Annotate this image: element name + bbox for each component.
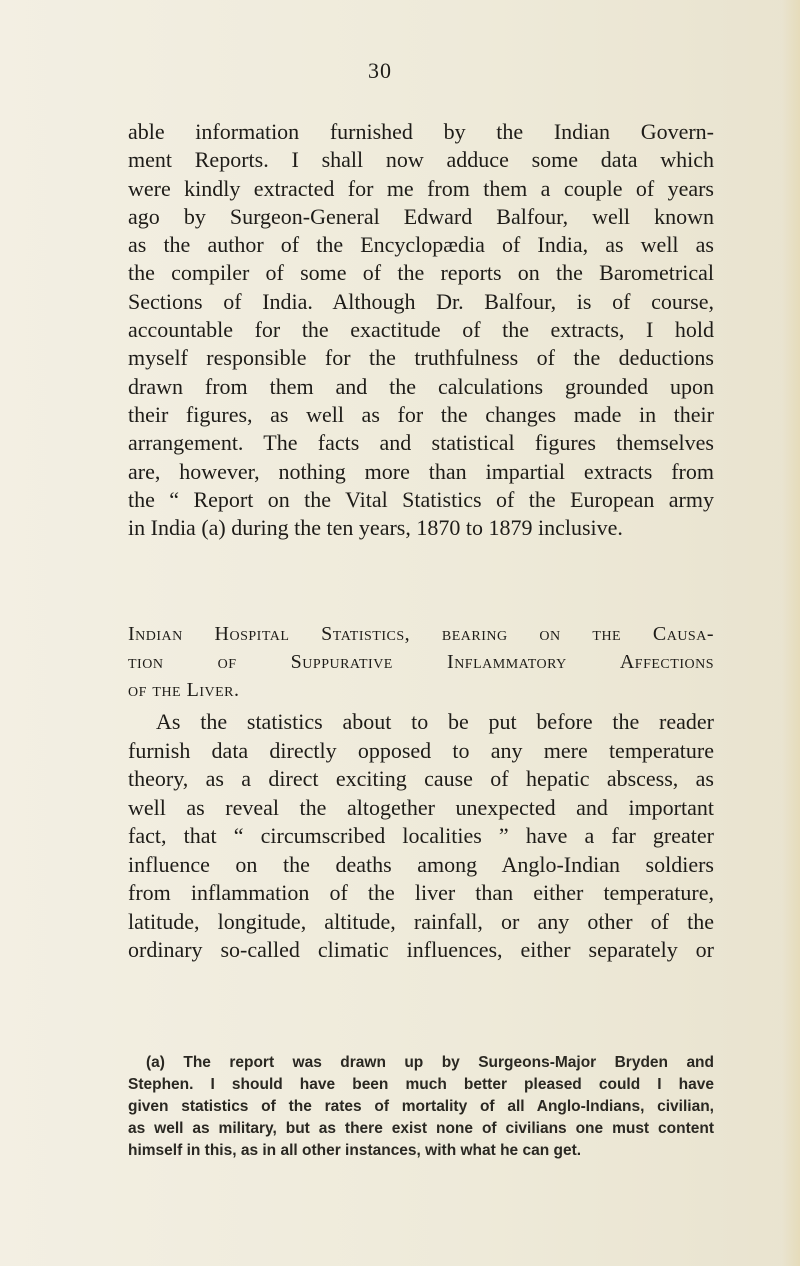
- paragraph-1-line: the “ Report on the Vital Statistics of the European army: [128, 486, 714, 512]
- paragraph-2-line: theory, as a direct exciting cause of hepatic abscess, as: [128, 766, 714, 791]
- paragraph-1-line: their figures, as well as for the changes made in their: [128, 401, 714, 427]
- paragraph-2-line: well as reveal the altogether unexpected and important: [128, 794, 714, 820]
- footnote: [128, 1052, 714, 1162]
- footnote-line: himself in this, as in all other instances, with what he can get.: [128, 1142, 582, 1159]
- paragraph-1-line: able information furnished by the Indian Govern-: [128, 119, 714, 144]
- footnote-line: Stephen. I should have been much better pleased could I have: [128, 1076, 714, 1093]
- paragraph-1-line: were kindly extracted for me from them a couple of years: [128, 175, 714, 201]
- footnote-line: given statistics of the rates of mortality of all Anglo-Indians, civilian,: [128, 1098, 714, 1115]
- footnote-line: as well as military, but as there exist none of civilians one must content: [128, 1120, 714, 1137]
- paragraph-1-line: myself responsible for the truthfulness of the deductions: [128, 345, 714, 371]
- paragraph-2-line: As the statistics about to be put before the reader: [156, 709, 714, 734]
- paragraph-2-line: fact, that “ circumscribed localities ” have a far greater: [128, 823, 714, 848]
- paragraph-1-line: in India (a) during the ten years, 1870 to 1879 inclusive.: [128, 515, 623, 541]
- paragraph-1-line: accountable for the exactitude of the extracts, I hold: [128, 317, 714, 343]
- paragraph-1-line: drawn from them and the calculations grounded upon: [128, 373, 714, 399]
- paragraph-1-line: ment Reports. I shall now adduce some data which: [128, 147, 714, 173]
- page-number: 30: [368, 58, 392, 83]
- paragraph-2-line: from inflammation of the liver than either temperature,: [128, 880, 714, 905]
- section-heading-line: tion of Suppurative Inflammatory Affections: [128, 651, 714, 673]
- paragraph-1-line: as the author of the Encyclopædia of India, as well as: [128, 232, 714, 258]
- paragraph-2-line: ordinary so-called climatic influences, either separately or: [128, 937, 714, 962]
- paragraph-2: [128, 708, 714, 965]
- paragraph-1-line: are, however, nothing more than impartial extracts from: [128, 458, 714, 484]
- section-heading: [128, 620, 714, 704]
- section-heading-line: of the Liver.: [128, 679, 240, 701]
- page-edge-shading: [782, 0, 800, 1266]
- paragraph-2-line: latitude, longitude, altitude, rainfall, or any other of the: [128, 908, 714, 934]
- footnote-line: (a) The report was drawn up by Surgeons-Major Bryden and: [146, 1054, 714, 1071]
- paragraph-1-line: the compiler of some of the reports on the Barometrical: [128, 260, 714, 286]
- paragraph-2-line: influence on the deaths among Anglo-Indian soldiers: [128, 851, 714, 877]
- section-heading-line: Indian Hospital Statistics, bearing on the Causa-: [128, 623, 714, 645]
- paragraph-1-line: ago by Surgeon-General Edward Balfour, well known: [128, 203, 714, 229]
- paragraph-1-line: Sections of India. Although Dr. Balfour, is of course,: [128, 288, 714, 314]
- paragraph-1: [128, 118, 714, 542]
- paragraph-1-line: arrangement. The facts and statistical figures themselves: [128, 430, 714, 456]
- paragraph-2-line: furnish data directly opposed to any mere temperature: [128, 737, 714, 763]
